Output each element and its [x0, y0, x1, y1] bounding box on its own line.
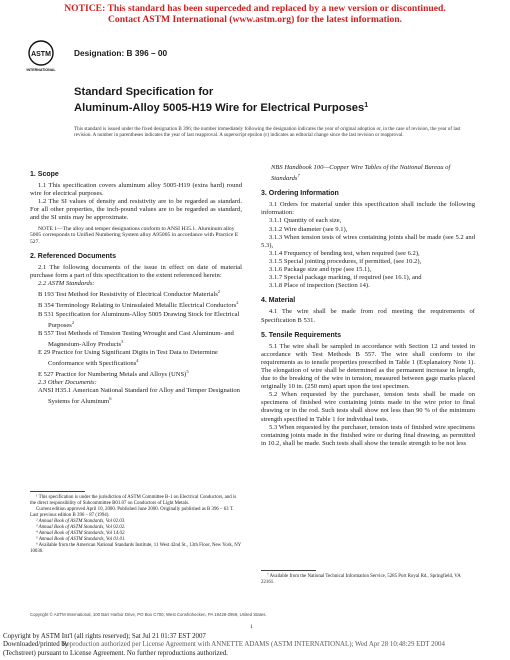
ref-2-1: 2.1 The following documents of the issue in effect on date of material purchase form a part of this specification to the extent referenced herein: [30, 264, 242, 280]
footnote: ³ Annual Book of ASTM Standards, Vol 02.02. [36, 525, 126, 530]
license-line-2: Downloaded/printed by [3, 641, 69, 649]
right-column [261, 164, 475, 448]
material-4-1: 4.1 The wire shall be made from rod meeting the requirements of Specification B 531. [261, 308, 475, 324]
footnote-rule [261, 570, 316, 571]
order-item: 3.1.4 Frequency of bending test, when required (see 6.2), [269, 249, 420, 257]
footnote: ⁵ Annual Book of ASTM Standards, Vol 01.01. [36, 537, 126, 542]
order-3-1: 3.1 Orders for material under this specification shall include the following information: [261, 201, 475, 217]
logo-caption: INTERNATIONAL [26, 68, 56, 72]
left-footnotes [30, 487, 242, 555]
order-item: 3.1.1 Quantity of each size, [269, 217, 342, 225]
title-line-1: Standard Specification for [74, 86, 214, 98]
astm-standards-list [30, 288, 242, 379]
footnote: ⁷ Available from the National Technical Information Service, 5285 Port Royal Rd., Springfield, VA 22161. [261, 574, 461, 585]
astm-standard-item: B 193 Test Method for Resistivity of Electrical Conductor Materials$^2$ [38, 289, 221, 299]
footnote-rule [30, 491, 85, 492]
order-item: 3.1.3 When tension tests of wires containing joints shall be made (see 5.2 and 5.3), [261, 233, 475, 249]
scope-1-2: 1.2 The SI values of density and resistivity are to be regarded as standard. For all other properties, the inch-pound values are to be regarded as standard, and the SI units may be approximate. [30, 198, 242, 222]
order-item: 3.1.2 Wire diameter (see 9.1), [269, 225, 348, 233]
astm-standard-item: B 531 Specification for Aluminum-Alloy 5005 Drawing Stock for Electrical Purposes$^2$ [38, 310, 240, 329]
license-line-1: Copyright by ASTM Int'l (all rights reserved); Sat Jul 21 01:37 EST 2007 [3, 633, 206, 640]
document-title [74, 86, 454, 115]
footnote: ¹ This specification is under the jurisdiction of ASTM Committee B-1 on Electrical Conductors, and is the direct responsibility of Subcommittee B01.07 on Conductors of Light Metals. [30, 495, 237, 506]
other-document-item: ANSI H35.1 American National Standard for Alloy and Temper Designation Systems for Aluminum$^6$ [38, 387, 240, 406]
left-column [30, 164, 242, 406]
ref-2-3: 2.3 Other Documents: [38, 379, 97, 387]
svg-text:ASTM: ASTM [31, 51, 51, 58]
astm-standard-item: E 527 Practice for Numbering Metals and Alloys (UNS)$^5$ [38, 369, 189, 379]
astm-logo [26, 40, 56, 74]
order-item: 3.1.7 Special package marking, if required (see 16.1), and [269, 274, 422, 282]
referenced-docs-heading: 2. Referenced Documents [30, 252, 116, 260]
note-1: NOTE 1—The alloy and temper designations conform to ANSI H35.1. Aluminum alloy 5005 corresponds to Unified Numbering System alloy A95005 in accordance with Practice E 527. [30, 225, 239, 246]
astm-standard-item: B 354 Terminology Relating to Uninsulated Metallic Electrical Conductors$^2$ [38, 300, 239, 310]
material-heading: 4. Material [261, 297, 296, 305]
astm-standard-item: E 29 Practice for Using Significant Digits in Test Data to Determine Conformance with Specifications$^4$ [38, 348, 218, 367]
order-item: 3.1.5 Special jointing procedures, if permitted, (see 10.2), [269, 257, 422, 265]
scope-1-1: 1.1 This specification covers aluminum alloy 5005-H19 (extra hard) round wire for electrical purposes. [30, 182, 242, 198]
scope-heading: 1. Scope [30, 171, 59, 178]
tensile-5-2: 5.2 When requested by the purchaser, tension tests shall be made on specimens of finished wire containing joints made in the wire prior to final drawing or in the rod. Such tests shall show not less than 90 % of the minimum strength specified in Table 1 for individual tests. [261, 391, 475, 423]
astm-standard-item: B 557 Test Methods of Tension Testing Wrought and Cast Aluminum- and Magnesium-Alloy Products$^3$ [38, 329, 234, 348]
ref-2-2: 2.2 ASTM Standards: [38, 280, 95, 288]
tensile-5-3: 5.3 When requested by the purchaser, tension tests of finished wire specimens containing joints made in the finished wire or during final drawing, as permitted in 10.2, shall be made. Such tests shall show the tensile strength to be not less [261, 423, 475, 447]
copyright-line: Copyright © ASTM International, 100 Barr Harbor Drive, PO Box C700, West Conshohocken, PA 19428-2959, United States. [30, 612, 267, 617]
page-number: 1 [250, 624, 253, 630]
ordering-heading: 3. Ordering Information [261, 190, 339, 198]
designation: Designation: B 396 – 00 [74, 48, 168, 58]
notice-line-2: Contact ASTM International (www.astm.org) for the latest information. [108, 14, 402, 25]
license-line-3: (Techstreet) pursuant to License Agreement. No further reproductions authorized. [3, 649, 228, 657]
footnote: ⁶ Available from the American National Standards Institute, 11 West 42nd St., 13th Floor, New York, NY 10036. [30, 543, 242, 554]
order-item: 3.1.8 Place of inspection (Section 14). [269, 282, 370, 290]
tensile-heading: 5. Tensile Requirements [261, 331, 342, 339]
nbs-handbook-item: NBS Handbook 100—Copper Wire Tables of the National Bureau of Standards$^7$ [271, 164, 451, 183]
footnote: ² Annual Book of ASTM Standards, Vol 02.03. [36, 519, 126, 524]
license-overlay-line: Reproduction authorized per License Agreement with ANNETTE ADAMS (ASTM INTERNATIONAL); Wed Apr 28 10:48:29 EDT 2004 [62, 641, 445, 649]
footnote: ⁴ Annual Book of ASTM Standards, Vol 14.02. [36, 531, 126, 536]
order-item: 3.1.6 Package size and type (see 15.1), [269, 266, 372, 274]
license-overlay [62, 633, 445, 650]
title-line-2: Aluminum-Alloy 5005-H19 Wire for Electrical Purposes$^1$ [74, 102, 369, 114]
supersede-notice [0, 3, 510, 25]
tensile-5-1: 5.1 The wire shall be sampled in accordance with Section 12 and tested in accordance with Test Methods B 557. The wire shall conform to the requirements as to tensile properties prescribed in Table 1 (Explanatory Note 1). The elongation of wire shall be determined as the permanent increase in length, due to the breaking of the wire in tension, measured between gage marks placed originally 10 in. (250 mm) apart upon the test specimen. [261, 342, 475, 391]
right-footnotes [261, 566, 475, 586]
notice-line-1: NOTICE: This standard has been superceded and replaced by a new version or discontinued. [64, 3, 446, 14]
issuance-note: This standard is issued under the fixed designation B 396; the number immediately following the designation indicates the year of original adoption or, in the case of revision, the year of last revision. A number in parentheses indicates the year of last reapproval. A superscript epsilon (ε) indicates an editorial change since the last revision or reapproval. [74, 126, 461, 139]
ordering-list [261, 217, 475, 290]
footnote: Current edition approved April 10, 2000. Published June 2000. Originally published as B 396 – 63 T. Last previous edition B 396 – 87 (1994). [30, 507, 234, 518]
